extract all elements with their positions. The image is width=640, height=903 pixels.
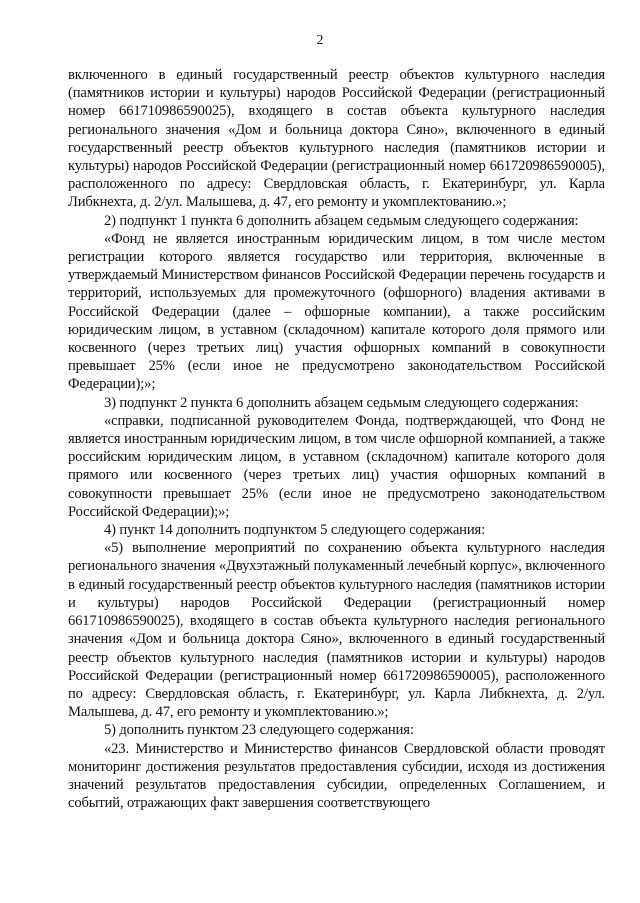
paragraph-quote-point-23: «23. Министерство и Министерство финансов Свердловской области проводят мониторинг достижения результатов предоставления субсидии, исходя из достижения значений результатов предоставления субсидии, определенных Соглашением, и событий, отражающих факт завершения соответствующего [68,740,605,812]
paragraph-quote-certificate: «справки, подписанной руководителем Фонда, подтверждающей, что Фонд не является иностранным юридическим лицом, в том числе офшорной компанией, а также российским юридическим лицом, в уставном (складочном) капитале которого доля прямого или косвенного (через третьих лиц) участия офшорных компаний в совокупности превышает 25% (если иное не предусмотрено законодательством Российской Федерации);»; [68,412,605,520]
paragraph-item-3: 3) подпункт 2 пункта 6 дополнить абзацем седьмым следующего содержания: [104,394,579,411]
paragraph-quote-subitem-5: «5) выполнение мероприятий по сохранению объекта культурного наследия регионального значения «Двухэтажный полукаменный лечебный корпус», включенного в единый государственный реестр объектов культурного наследия (памятников истории и культуры) народов Российской Федерации (регистрационный номер 661710986590025), входящего в состав объекта культурного наследия регионального значения «Дом и больница доктора Сяно», включенного в единый государственный реестр объектов культурного наследия (памятников истории и культуры) народов Российской Федерации (регистрационный номер 661720986590005), расположенного по адресу: Свердловская область, г. Екатеринбург, ул. Карла Либкнехта, д. 2/ул. Малышева, д. 47, его ремонту и укомплектованию.»; [68,540,605,721]
paragraph-item-4: 4) пункт 14 дополнить подпунктом 5 следующего содержания: [104,522,485,539]
paragraph-continuation: включенного в единый государственный реестр объектов культурного наследия (памятников истории и культуры) народов Российской Федерации (регистрационный номер 661710986590025), входящего в состав объекта культурного наследия регионального значения «Дом и больница доктора Сяно», включенного в единый государственный реестр объектов культурного наследия (памятников истории и культуры) народов Российской Федерации (регистрационный номер 661720986590005), расположенного по адресу: Свердловская область, г. Екатеринбург, ул. Карла Либкнехта, д. 2/ул. Малышева, д. 47, его ремонту и укомплектованию.»; [68,67,605,211]
document-body [68,66,605,812]
paragraph-item-5: 5) дополнить пунктом 23 следующего содержания: [104,722,414,739]
page-number: 2 [316,33,324,48]
paragraph-item-2: 2) подпункт 1 пункта 6 дополнить абзацем седьмым следующего содержания: [104,212,579,229]
paragraph-quote-fund-status: «Фонд не является иностранным юридическим лицом, в том числе местом регистрации которого является государство или территория, включенные в утверждаемый Министерством финансов Российской Федерации перечень государств и территорий, используемых для промежуточного (офшорного) владения активами в Российской Федерации (далее – офшорные компании), а также российским юридическим лицом, в уставном (складочном) капитале которого доля прямого или косвенного (через третьих лиц) участия офшорных компаний в совокупности превышает 25% (если иное не предусмотрено законодательством Российской Федерации);»; [68,230,605,393]
